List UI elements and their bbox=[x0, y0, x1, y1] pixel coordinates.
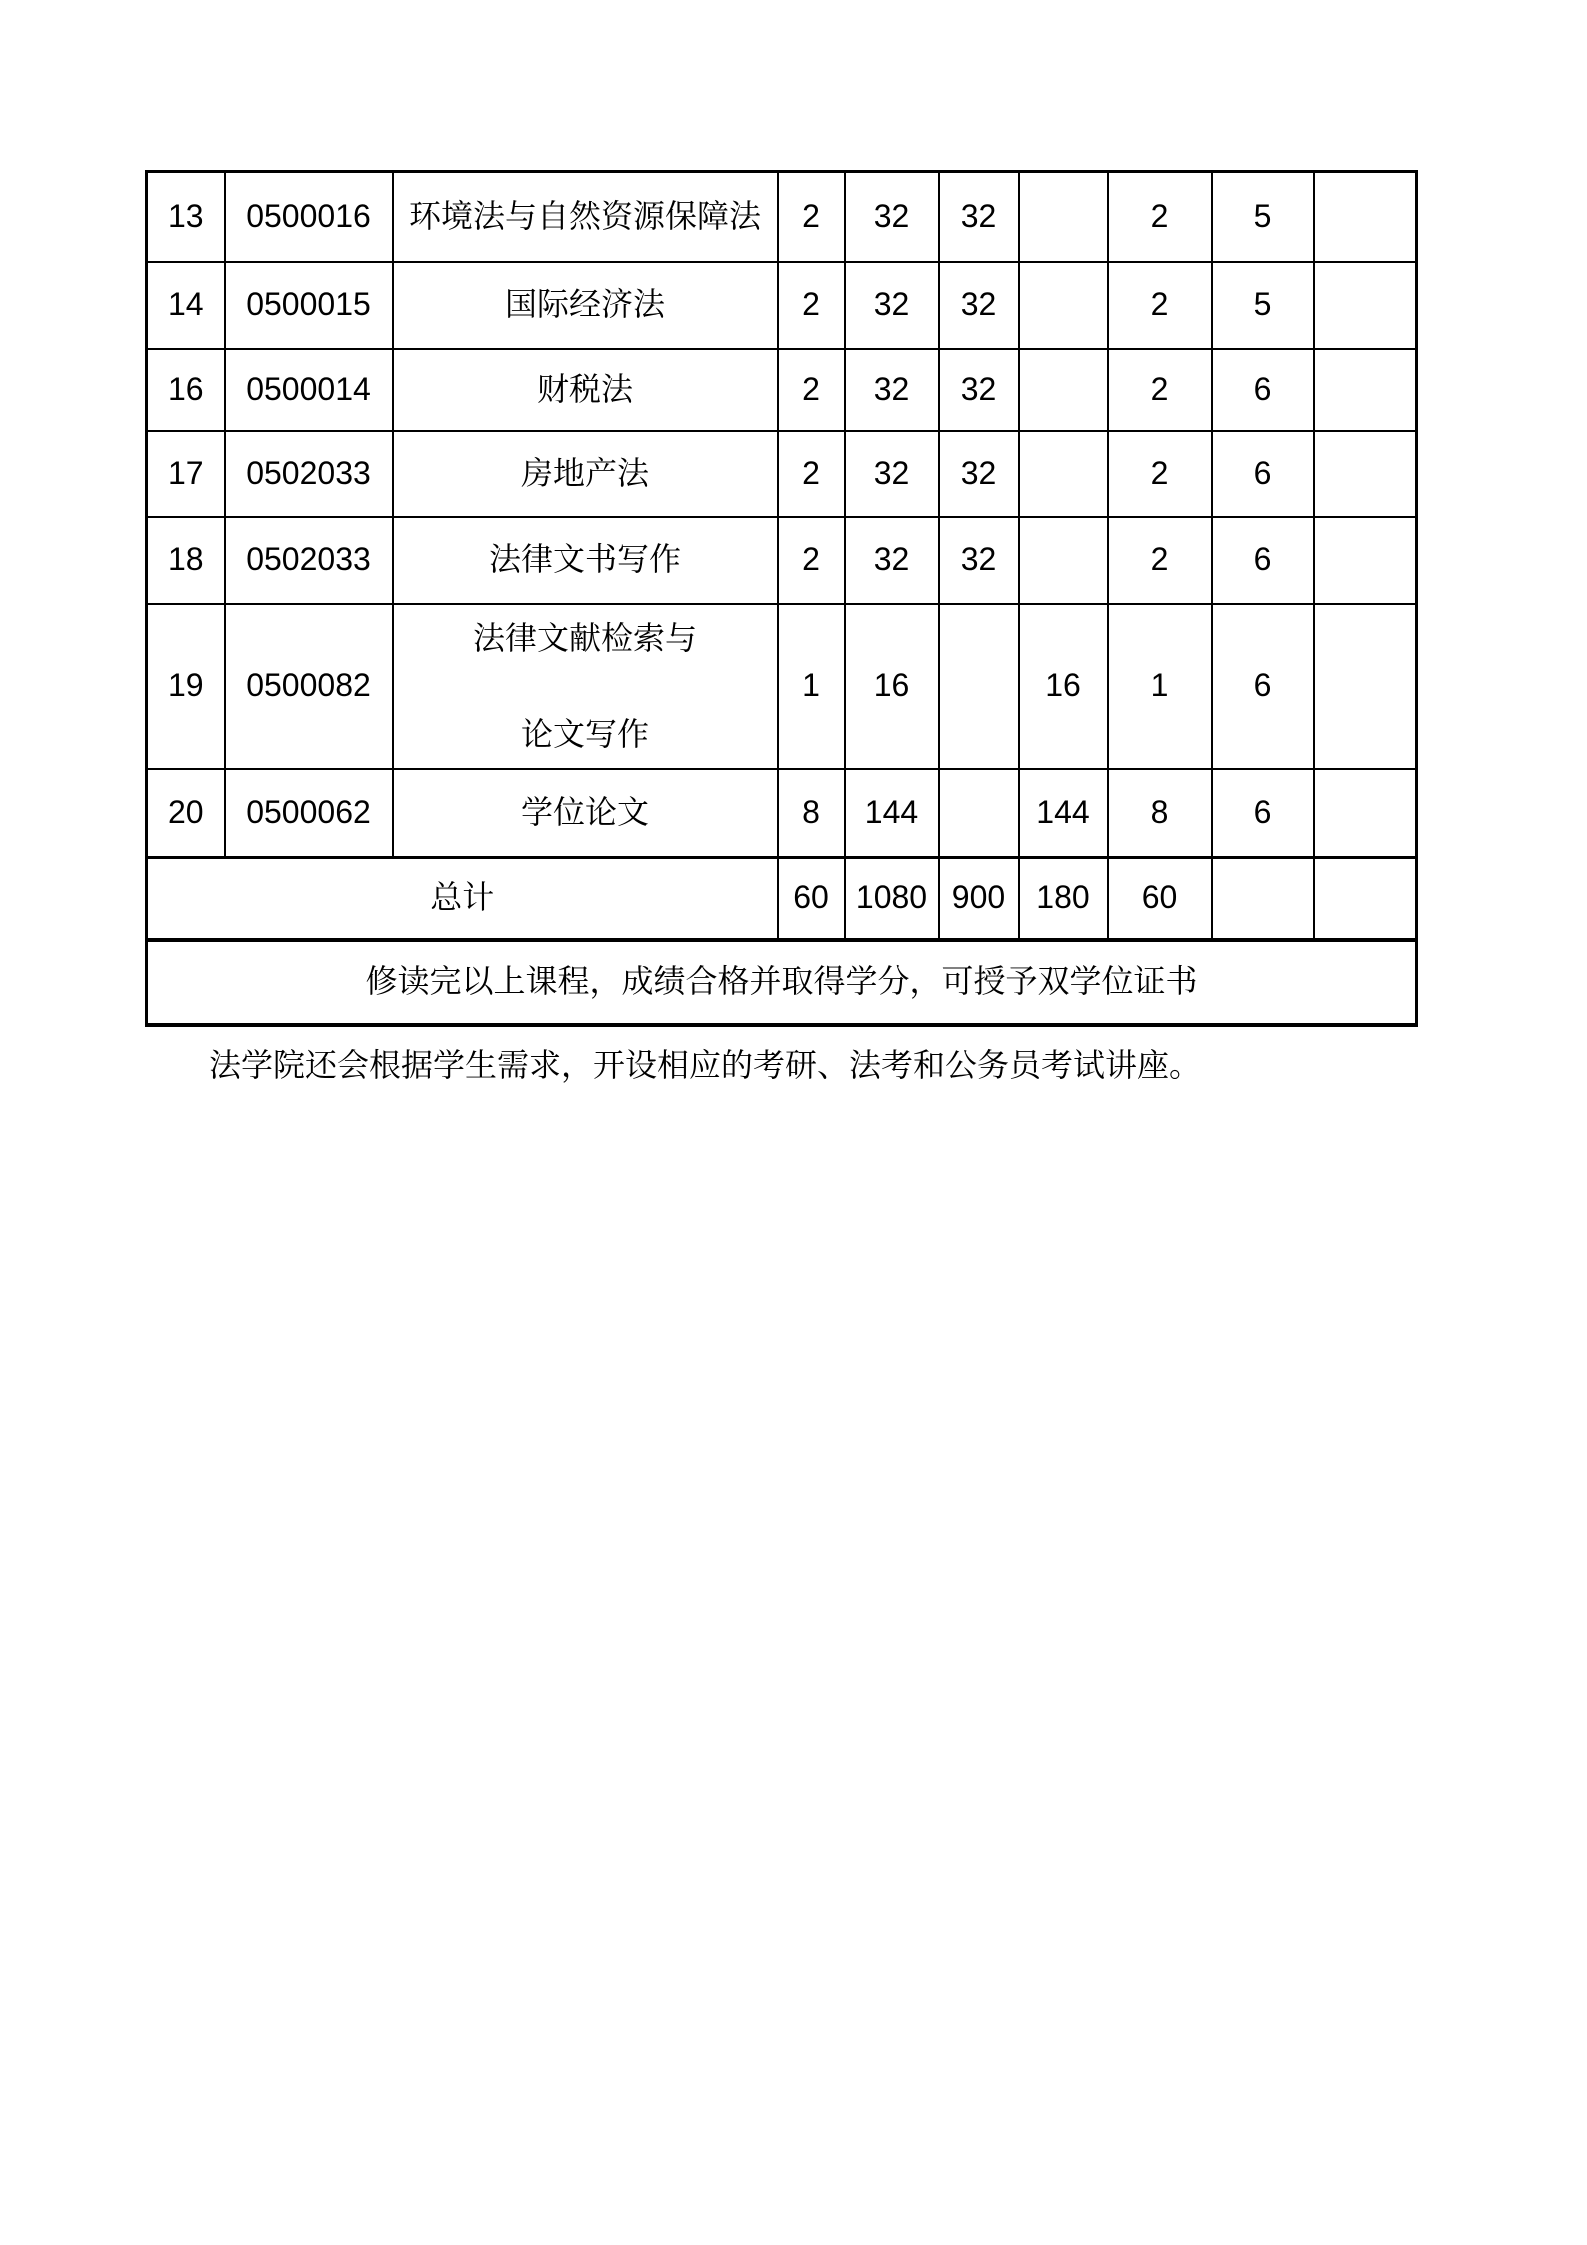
cell-total-hours: 32 bbox=[845, 262, 939, 349]
cell-course-name: 法律文书写作 bbox=[393, 517, 778, 604]
cell-course-name: 财税法 bbox=[393, 349, 778, 431]
cell-total-hours: 16 bbox=[845, 604, 939, 769]
cell-credits: 2 bbox=[778, 349, 845, 431]
cell-exam-credits: 2 bbox=[1108, 431, 1212, 517]
cell-credits: 2 bbox=[778, 517, 845, 604]
cell-exam-credits: 1 bbox=[1108, 604, 1212, 769]
cell-seq: 13 bbox=[147, 172, 225, 262]
cell-credits: 2 bbox=[778, 431, 845, 517]
cell-total-practice-hours: 180 bbox=[1019, 858, 1108, 940]
cell-practice-hours: 16 bbox=[1019, 604, 1108, 769]
cell-course-code: 0502033 bbox=[225, 431, 393, 517]
cell-semester: 6 bbox=[1212, 349, 1314, 431]
cell-course-name bbox=[393, 604, 778, 769]
cell-total-hours: 32 bbox=[845, 517, 939, 604]
footnote-paragraph: 法学院还会根据学生需求，开设相应的考研、法考和公务员考试讲座。 bbox=[209, 1047, 1202, 1083]
cell-semester: 6 bbox=[1212, 604, 1314, 769]
table-row bbox=[147, 604, 1417, 769]
cell-lecture-hours bbox=[939, 769, 1019, 858]
cell-seq: 20 bbox=[147, 769, 225, 858]
cell-practice-hours bbox=[1019, 517, 1108, 604]
table-row bbox=[147, 431, 1417, 517]
cell-exam-credits: 2 bbox=[1108, 517, 1212, 604]
cell-credits: 8 bbox=[778, 769, 845, 858]
cell-exam-credits: 2 bbox=[1108, 349, 1212, 431]
note-row bbox=[147, 940, 1417, 1025]
cell-total-semester bbox=[1212, 858, 1314, 940]
cell-course-name: 国际经济法 bbox=[393, 262, 778, 349]
cell-course-code: 0500014 bbox=[225, 349, 393, 431]
cell-practice-hours bbox=[1019, 262, 1108, 349]
cell-degree-note: 修读完以上课程，成绩合格并取得学分，可授予双学位证书 bbox=[147, 940, 1417, 1025]
cell-remark bbox=[1314, 172, 1417, 262]
course-name-line1: 法律文献检索与 bbox=[472, 620, 697, 656]
cell-seq: 17 bbox=[147, 431, 225, 517]
cell-exam-credits: 2 bbox=[1108, 172, 1212, 262]
cell-course-code: 0500082 bbox=[225, 604, 393, 769]
cell-practice-hours bbox=[1019, 349, 1108, 431]
table-row bbox=[147, 172, 1417, 262]
cell-course-code: 0502033 bbox=[225, 517, 393, 604]
cell-semester: 6 bbox=[1212, 517, 1314, 604]
cell-seq: 14 bbox=[147, 262, 225, 349]
cell-remark bbox=[1314, 517, 1417, 604]
cell-total-lecture-hours: 900 bbox=[939, 858, 1019, 940]
cell-semester: 6 bbox=[1212, 769, 1314, 858]
total-row bbox=[147, 858, 1417, 940]
cell-lecture-hours: 32 bbox=[939, 349, 1019, 431]
cell-credits: 1 bbox=[778, 604, 845, 769]
cell-remark bbox=[1314, 769, 1417, 858]
cell-total-hours: 144 bbox=[845, 769, 939, 858]
cell-semester: 6 bbox=[1212, 431, 1314, 517]
cell-exam-credits: 8 bbox=[1108, 769, 1212, 858]
cell-course-name: 房地产法 bbox=[393, 431, 778, 517]
cell-exam-credits: 2 bbox=[1108, 262, 1212, 349]
table-row bbox=[147, 262, 1417, 349]
cell-lecture-hours: 32 bbox=[939, 172, 1019, 262]
cell-total-label: 总计 bbox=[147, 858, 778, 940]
cell-semester: 5 bbox=[1212, 262, 1314, 349]
cell-remark bbox=[1314, 604, 1417, 769]
cell-course-name: 学位论文 bbox=[393, 769, 778, 858]
cell-lecture-hours: 32 bbox=[939, 431, 1019, 517]
cell-seq: 16 bbox=[147, 349, 225, 431]
cell-total-hours: 32 bbox=[845, 349, 939, 431]
cell-seq: 19 bbox=[147, 604, 225, 769]
cell-semester: 5 bbox=[1212, 172, 1314, 262]
cell-total-exam-credits: 60 bbox=[1108, 858, 1212, 940]
course-schedule-table bbox=[145, 170, 1418, 1027]
cell-total-hours: 32 bbox=[845, 431, 939, 517]
cell-seq: 18 bbox=[147, 517, 225, 604]
table-row bbox=[147, 517, 1417, 604]
course-name-line2: 论文写作 bbox=[520, 716, 649, 752]
cell-lecture-hours: 32 bbox=[939, 262, 1019, 349]
cell-remark bbox=[1314, 262, 1417, 349]
cell-practice-hours bbox=[1019, 172, 1108, 262]
cell-course-code: 0500016 bbox=[225, 172, 393, 262]
cell-lecture-hours bbox=[939, 604, 1019, 769]
cell-course-name: 环境法与自然资源保障法 bbox=[393, 172, 778, 262]
cell-course-code: 0500015 bbox=[225, 262, 393, 349]
cell-credits: 2 bbox=[778, 262, 845, 349]
cell-remark bbox=[1314, 431, 1417, 517]
cell-total-hours: 32 bbox=[845, 172, 939, 262]
table-row bbox=[147, 349, 1417, 431]
cell-lecture-hours: 32 bbox=[939, 517, 1019, 604]
cell-remark bbox=[1314, 349, 1417, 431]
cell-total-credits: 60 bbox=[778, 858, 845, 940]
cell-practice-hours: 144 bbox=[1019, 769, 1108, 858]
cell-total-remark bbox=[1314, 858, 1417, 940]
cell-course-code: 0500062 bbox=[225, 769, 393, 858]
cell-practice-hours bbox=[1019, 431, 1108, 517]
cell-credits: 2 bbox=[778, 172, 845, 262]
table-row bbox=[147, 769, 1417, 858]
cell-total-hours-sum: 1080 bbox=[845, 858, 939, 940]
